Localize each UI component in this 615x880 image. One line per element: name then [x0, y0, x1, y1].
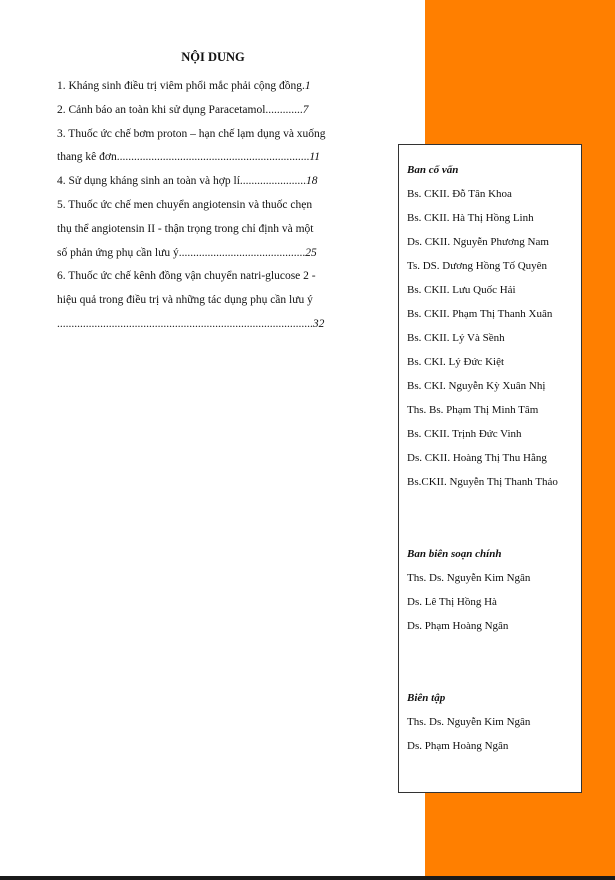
team-group-title: Ban biên soạn chính [407, 548, 502, 560]
team-member: Bs. CKI. Lý Đức Kiệt [407, 356, 505, 368]
toc-entry-line[interactable] [57, 194, 369, 218]
toc-entry-text: 2. Cảnh báo an toàn khi sử dụng Paracetamol [57, 103, 266, 116]
team-member: Bs. CKII. Lý Và Sềnh [407, 332, 505, 344]
toc-entry-line[interactable] [57, 313, 369, 337]
team-member: Bs. CKII. Trịnh Đức Vinh [407, 428, 522, 440]
toc-entry-line[interactable] [57, 170, 369, 194]
editorial-team-box [398, 144, 582, 793]
team-group [407, 686, 581, 758]
team-group-title: Biên tập [407, 692, 446, 704]
toc-page-number: 7 [302, 103, 309, 116]
team-member: Ths. Bs. Phạm Thị Minh Tâm [407, 404, 539, 416]
team-member: Bs. CKI. Nguyễn Kỳ Xuân Nhị [407, 380, 546, 392]
team-member: Ds. CKII. Hoàng Thị Thu Hằng [407, 452, 547, 464]
toc-entry-line[interactable] [57, 99, 369, 123]
team-member: Ds. Phạm Hoàng Ngân [407, 740, 509, 752]
toc-entry-line[interactable] [57, 289, 369, 313]
team-group-title: Ban cố vấn [407, 164, 459, 176]
toc-page-number: 25 [305, 246, 317, 259]
toc-leader-dots: . [301, 80, 305, 92]
toc-leader-dots: ................................................................... [116, 151, 310, 164]
team-member: Bs.CKII. Nguyễn Thị Thanh Thảo [407, 476, 558, 488]
toc-entry-line[interactable] [57, 75, 369, 99]
toc-entry-text: thụ thể angiotensin II - thận trọng trong chỉ định và một [57, 222, 314, 235]
team-member: Ds. Phạm Hoàng Ngân [407, 620, 509, 632]
toc-entry-text: số phản ứng phụ cần lưu ý [57, 246, 179, 259]
team-member: Ts. DS. Dương Hồng Tố Quyên [407, 260, 548, 272]
toc-title: NỘI DUNG [181, 50, 245, 64]
toc-entry-text: 6. Thuốc ức chế kênh đồng vận chuyển natri-glucose 2 - [57, 270, 316, 283]
team-member: Bs. CKII. Hà Thị Hồng Linh [407, 212, 534, 224]
toc-leader-dots: ............. [265, 103, 303, 116]
table-of-contents [57, 50, 369, 337]
toc-leader-dots: ............................................ [178, 246, 306, 259]
team-member: Ths. Ds. Nguyễn Kim Ngân [407, 572, 531, 584]
team-member: Ds. CKII. Nguyễn Phương Nam [407, 236, 549, 248]
team-member: Ths. Ds. Nguyễn Kim Ngân [407, 716, 531, 728]
toc-page-number: 1 [304, 80, 311, 92]
bottom-rule [0, 876, 615, 880]
team-member: Bs. CKII. Phạm Thị Thanh Xuân [407, 308, 553, 320]
toc-page-number: 18 [306, 175, 318, 188]
toc-list [57, 75, 369, 337]
toc-entry-line[interactable] [57, 123, 369, 147]
toc-entry-text: 4. Sử dụng kháng sinh an toàn và hợp lí [57, 175, 240, 188]
toc-entry-text: 3. Thuốc ức chế bơm proton – hạn chế lạm dụng và xuống [57, 127, 326, 140]
team-member: Bs. CKII. Lưu Quốc Hải [407, 284, 516, 296]
toc-entry-text: thang kê đơn [57, 151, 117, 164]
toc-page-number: 32 [312, 317, 325, 330]
toc-entry-text: 1. Kháng sinh điều trị viêm phổi mắc phải cộng đồng [57, 80, 302, 92]
toc-page-number: 11 [309, 151, 321, 164]
toc-entry-text: hiệu quả trong điều trị và những tác dụng phụ cần lưu ý [57, 294, 313, 307]
toc-entry-text: 5. Thuốc ức chế men chuyển angiotensin và thuốc chẹn [57, 198, 313, 211]
toc-leader-dots: ......................................................................................... [57, 317, 313, 330]
toc-entry-line[interactable] [57, 265, 369, 289]
team-member: Ds. Lê Thị Hồng Hà [407, 596, 497, 608]
team-group [407, 158, 581, 494]
team-group [407, 542, 581, 638]
toc-leader-dots: ....................... [239, 175, 307, 188]
toc-entry-line[interactable] [57, 146, 369, 170]
toc-entry-line[interactable] [57, 242, 369, 266]
team-member: Bs. CKII. Đỗ Tân Khoa [407, 188, 512, 200]
toc-entry-line[interactable] [57, 218, 369, 242]
